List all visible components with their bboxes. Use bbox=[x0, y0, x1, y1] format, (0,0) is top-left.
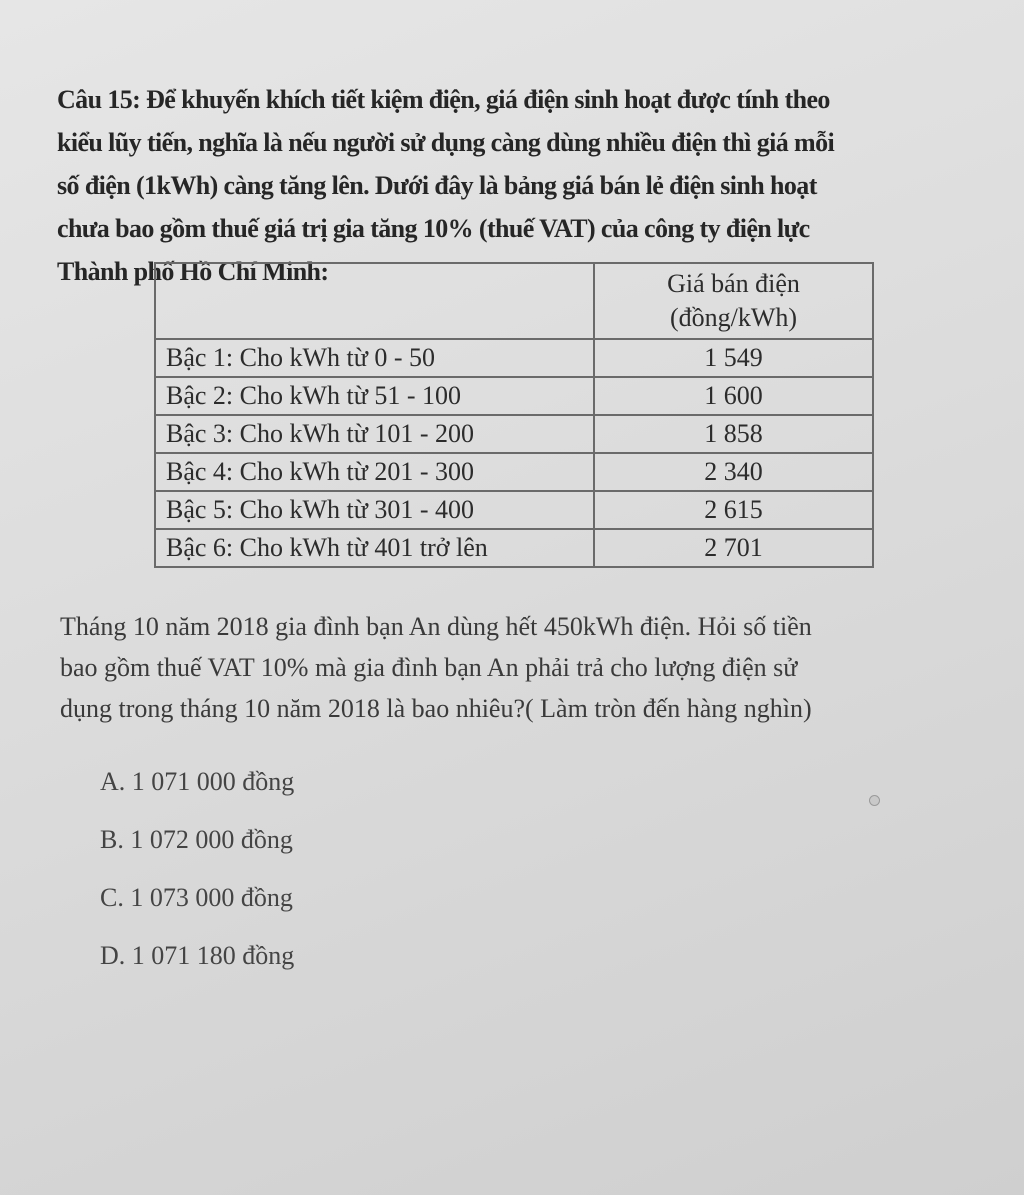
question-line: Tháng 10 năm 2018 gia đình bạn An dùng hết 450kWh điện. Hỏi số tiền bbox=[60, 612, 812, 641]
tier-cell: Bậc 1: Cho kWh từ 0 - 50 bbox=[155, 339, 594, 377]
table-row bbox=[155, 453, 873, 491]
table-row bbox=[155, 491, 873, 529]
answer-options bbox=[100, 760, 294, 992]
intro-line: kiểu lũy tiến, nghĩa là nếu người sử dụng càng dùng nhiều điện thì giá mỗi bbox=[57, 128, 835, 157]
intro-line: số điện (1kWh) càng tăng lên. Dưới đây là bảng giá bán lẻ điện sinh hoạt bbox=[57, 171, 817, 200]
price-cell: 1 600 bbox=[594, 377, 873, 415]
option-b[interactable]: B. 1 072 000 đồng bbox=[100, 825, 293, 854]
table-header-price bbox=[594, 263, 873, 339]
tier-cell: Bậc 3: Cho kWh từ 101 - 200 bbox=[155, 415, 594, 453]
tier-cell: Bậc 6: Cho kWh từ 401 trở lên bbox=[155, 529, 594, 567]
price-cell: 1 858 bbox=[594, 415, 873, 453]
tier-cell: Bậc 2: Cho kWh từ 51 - 100 bbox=[155, 377, 594, 415]
table-row bbox=[155, 377, 873, 415]
question-body bbox=[60, 606, 960, 729]
header-price-line2: (đồng/kWh) bbox=[669, 303, 798, 332]
price-cell: 2 615 bbox=[594, 491, 873, 529]
question-intro bbox=[57, 78, 947, 293]
intro-line: chưa bao gồm thuế giá trị gia tăng 10% (thuế VAT) của công ty điện lực bbox=[57, 214, 810, 243]
question-line: dụng trong tháng 10 năm 2018 là bao nhiêu?( Làm tròn đến hàng nghìn) bbox=[60, 694, 812, 723]
table-header-row bbox=[155, 263, 873, 339]
intro-line: Thành phố Hồ Chí Minh: bbox=[57, 257, 329, 286]
price-cell: 2 340 bbox=[594, 453, 873, 491]
question-line: bao gồm thuế VAT 10% mà gia đình bạn An phải trả cho lượng điện sử bbox=[60, 653, 798, 682]
option-d[interactable]: D. 1 071 180 đồng bbox=[100, 941, 295, 970]
table-row bbox=[155, 415, 873, 453]
table-header-empty bbox=[155, 263, 594, 339]
price-table bbox=[154, 262, 874, 568]
table-row bbox=[155, 529, 873, 567]
intro-line: Câu 15: Để khuyến khích tiết kiệm điện, giá điện sinh hoạt được tính theo bbox=[57, 85, 830, 114]
screen-dust-speck bbox=[869, 795, 880, 806]
header-price-line1: Giá bán điện bbox=[667, 269, 800, 298]
option-c[interactable]: C. 1 073 000 đồng bbox=[100, 883, 293, 912]
tier-cell: Bậc 5: Cho kWh từ 301 - 400 bbox=[155, 491, 594, 529]
tier-cell: Bậc 4: Cho kWh từ 201 - 300 bbox=[155, 453, 594, 491]
price-cell: 1 549 bbox=[594, 339, 873, 377]
table-row bbox=[155, 339, 873, 377]
option-a[interactable]: A. 1 071 000 đồng bbox=[100, 767, 295, 796]
price-cell: 2 701 bbox=[594, 529, 873, 567]
